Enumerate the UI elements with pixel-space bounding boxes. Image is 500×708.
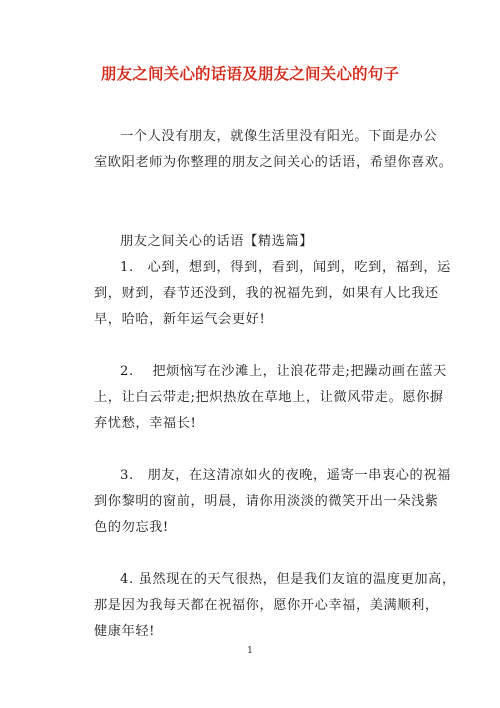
list-item-line: 到，财到，春节还没到，我的祝福先到，如果有人比我还 — [94, 286, 439, 301]
page-title: 朋友之间关心的话语及朋友之间关心的句子 — [100, 65, 400, 83]
section-heading: 朋友之间关心的话语【精选篇】 — [120, 234, 314, 249]
list-item-line: 健康年轻! — [94, 624, 156, 639]
list-item — [94, 463, 451, 541]
list-item-line: 2. 把烦恼写在沙滩上，让浪花带走;把躁动画在蓝天 — [120, 364, 447, 379]
intro-line: 室欧阳老师为你整理的朋友之间关心的话语，希望你喜欢。 — [94, 155, 453, 170]
list-item-line: 上，让白云带走;把炽热放在草地上，让微风带走。愿你摒 — [94, 390, 444, 405]
intro-paragraph — [94, 124, 453, 176]
intro-line: 一个人没有朋友，就像生活里没有阳光。下面是办公 — [120, 129, 438, 144]
page-number: 1 — [247, 646, 253, 656]
list-item-line: 到你黎明的窗前，明晨，请你用淡淡的微笑开出一朵浅紫 — [94, 494, 439, 509]
list-item-line: 3. 朋友，在这清凉如火的夜晚，遥寄一串衷心的祝福 — [120, 468, 451, 483]
list-item-line: 4. 虽然现在的天气很热，但是我们友谊的温度更加高， — [120, 572, 456, 587]
list-item-line: 色的勿忘我! — [94, 520, 169, 535]
list-item — [94, 255, 451, 333]
list-item — [94, 359, 447, 437]
list-item — [94, 567, 456, 645]
list-item-line: 1. 心到，想到，得到，看到，闻到，吃到，福到，运 — [120, 260, 451, 275]
section-heading-paragraph — [94, 229, 430, 255]
list-item-line: 弃忧愁，幸福长! — [94, 416, 197, 431]
list-item-line: 那是因为我每天都在祝福你，愿你开心幸福，美满顺利， — [94, 598, 439, 613]
list-item-line: 早，哈哈，新年运气会更好! — [94, 312, 266, 327]
